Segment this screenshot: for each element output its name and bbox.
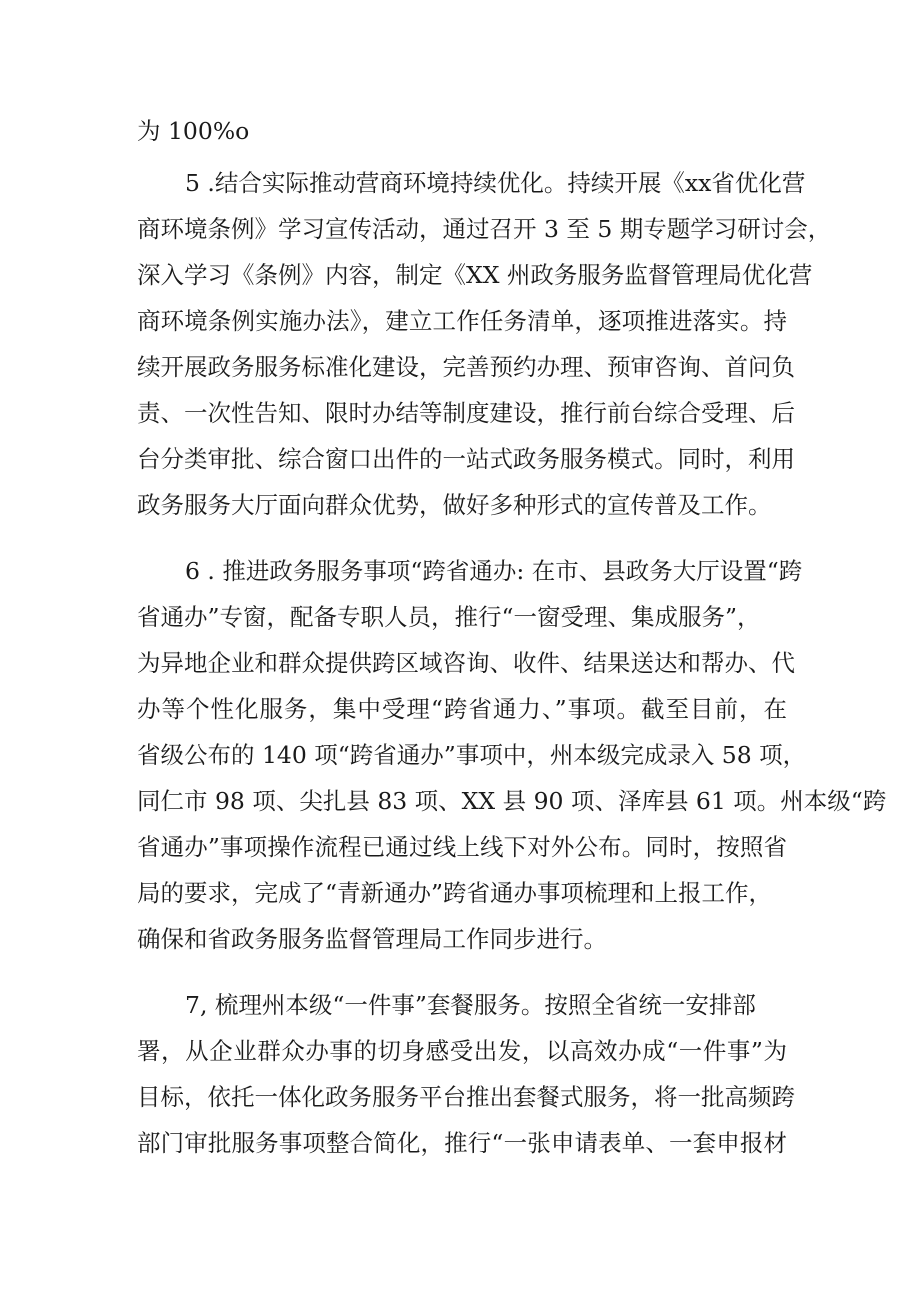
text-line: 办等个性化服务，集中受理“跨省通力、”事项。截至目前，在 (137, 695, 787, 723)
text-line: 同仁市 98 项、尖扎县 83 项、XX 县 90 项、泽库县 61 项。州本级“跨 (137, 787, 887, 815)
text-line: 确保和省政务服务监督管理局工作同步进行。 (137, 925, 607, 953)
text-line: 续开展政务服务标准化建设，完善预约办理、预审咨询、首问负 (137, 353, 795, 381)
text-line: 局的要求，完成了“青新通办”跨省通办事项梳理和上报工作， (137, 879, 773, 907)
text-line: 为异地企业和群众提供跨区域咨询、收件、结果送达和帮办、代 (137, 649, 795, 677)
text-line: 6 . 推进政务服务事项“跨省通办: 在市、县政务大厅设置“跨 (185, 557, 803, 585)
text-line: 商环境条例实施办法》，建立工作任务清单，逐项推进落实。持 (137, 307, 787, 335)
text-line: 目标，依托一体化政务服务平台推出套餐式服务，将一批高频跨 (137, 1083, 795, 1111)
text-line: 部门审批服务事项整合简化，推行“一张申请表单、一套申报材 (137, 1129, 787, 1157)
text-line: 7, 梳理州本级“一件事”套餐服务。按照全省统一安排部 (185, 991, 756, 1019)
text-line: 商环境条例》学习宣传活动，通过召开 3 至 5 期专题学习研讨会， (137, 215, 832, 243)
text-line: 台分类审批、综合窗口出件的一站式政务服务模式。同时，利用 (137, 445, 795, 473)
text-line: 政务服务大厅面向群众优势，做好多种形式的宣传普及工作。 (137, 491, 772, 519)
text-line: 省级公布的 140 项“跨省通办”事项中，州本级完成录入 58 项， (137, 741, 807, 769)
text-line: 5 .结合实际推动营商环境持续优化。持续开展《xx省优化营 (185, 169, 806, 197)
text-line: 责、一次性告知、限时办结等制度建设，推行前台综合受理、后 (137, 399, 795, 427)
text-line: 为 100%o (137, 117, 250, 145)
text-line: 深入学习《条例》内容，制定《XX 州政务服务监督管理局优化营 (137, 261, 813, 289)
text-line: 署，从企业群众办事的切身感受出发，以高效办成“一件事”为 (137, 1037, 787, 1065)
text-line: 省通办”事项操作流程已通过线上线下对外公布。同时，按照省 (137, 833, 787, 861)
text-line: 省通办”专窗，配备专职人员，推行“一窗受理、集成服务”， (137, 603, 761, 631)
